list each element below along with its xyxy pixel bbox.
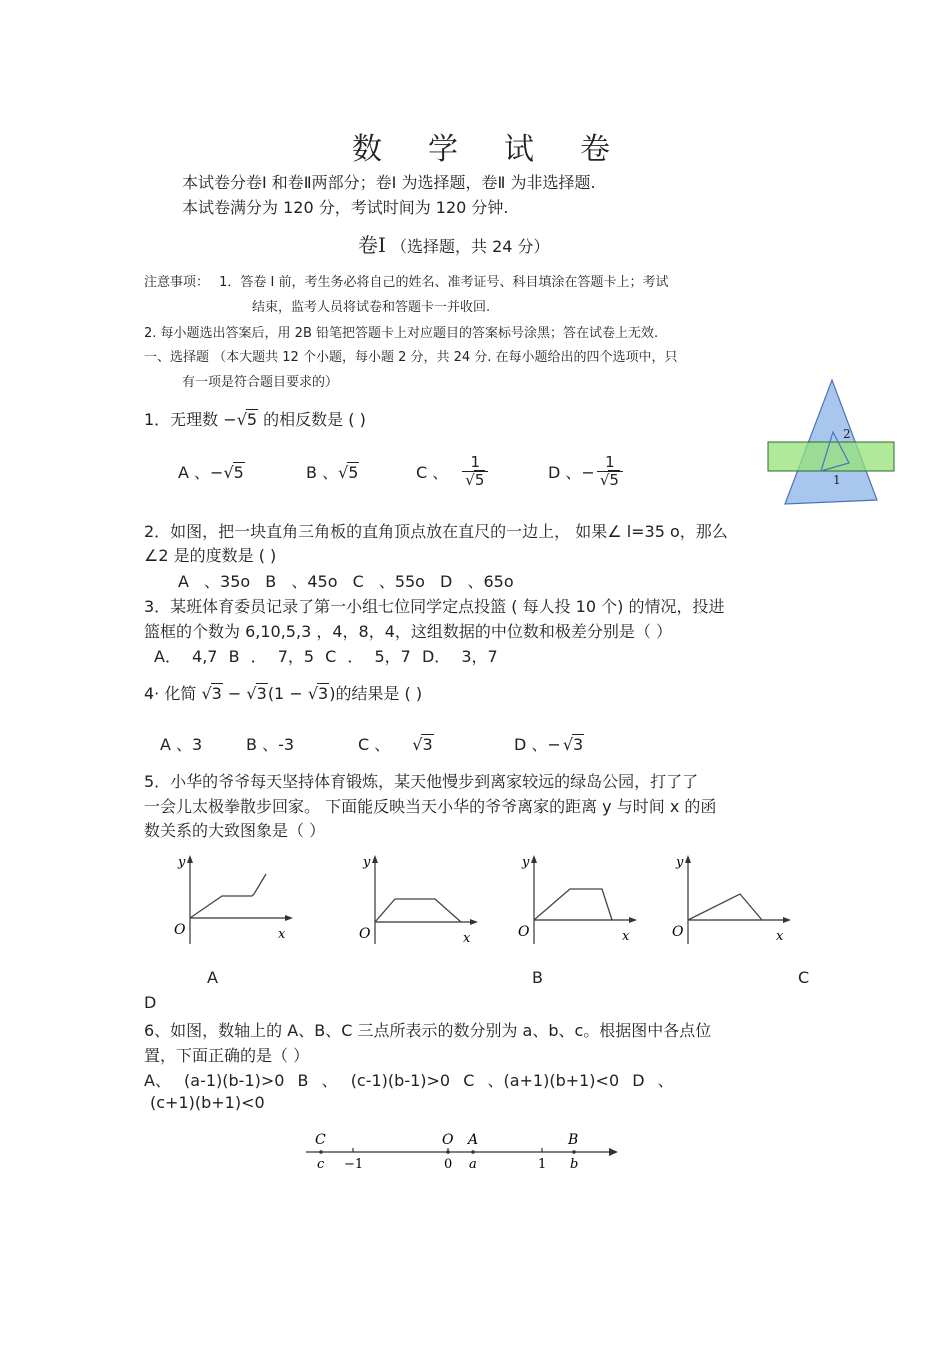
q3-line-1: 3．某班体育委员记录了第一小组七位同学定点投篮 ( 每人投 10 个) 的情况，投进 bbox=[144, 597, 725, 616]
q1-option-c[interactable] bbox=[416, 454, 548, 488]
y-axis-label: y bbox=[178, 855, 186, 870]
label-b-value: b bbox=[570, 1157, 579, 1172]
radicand: 3 bbox=[256, 684, 267, 703]
label-B: B bbox=[568, 1132, 579, 1148]
section-heading bbox=[358, 229, 550, 258]
sqrt-sign: √ bbox=[236, 410, 247, 429]
option-label: B 、 bbox=[306, 462, 339, 482]
notice-item-2: 2. 每小题选出答案后，用 2B 铅笔把答题卡上对应题目的答案标号涂黑；答在试卷上无效. bbox=[144, 326, 659, 341]
radicand: 5 bbox=[233, 462, 244, 482]
label-A: A bbox=[468, 1132, 479, 1148]
q3-line-2: 篮框的个数为 6,10,5,3 ，4，8，4，这组数据的中位数和极差分别是（ ） bbox=[144, 622, 672, 641]
fraction bbox=[597, 454, 623, 488]
x-axis-label: x bbox=[463, 931, 471, 946]
angle-label-2: 2 bbox=[843, 427, 851, 441]
radicand: 5 bbox=[474, 470, 485, 489]
radicand: 3 bbox=[318, 684, 329, 703]
q4-option-d[interactable]: D 、− √3 bbox=[514, 735, 584, 754]
q2-line-2: ∠2 是的度数是 ( ) bbox=[144, 546, 277, 565]
title-char: 学 bbox=[428, 132, 460, 167]
option-label: A 、− bbox=[178, 462, 224, 482]
minus-sign: − bbox=[222, 684, 247, 703]
q6-line-2: 置，下面正确的是（ ） bbox=[144, 1046, 310, 1065]
x-axis-label: x bbox=[776, 929, 784, 944]
q4-option-a[interactable]: A 、3 bbox=[160, 735, 203, 754]
q5-line-1: 5．小华的爷爷每天坚持体育锻炼，某天他慢步到离家较远的绿岛公园，打了了 bbox=[144, 772, 699, 791]
label-minus-one: −1 bbox=[344, 1157, 364, 1172]
intro-line-2: 本试卷满分为 120 分，考试时间为 120 分钟. bbox=[182, 198, 509, 217]
q5-graph-d[interactable] bbox=[666, 852, 796, 952]
origin-label: O bbox=[518, 924, 530, 940]
q5-graph-c[interactable] bbox=[512, 852, 642, 952]
paren-close: ) bbox=[329, 684, 336, 703]
q4-option-c[interactable]: C 、 √3 bbox=[358, 735, 433, 754]
q6-line-1: 6、如图，数轴上的 A、B、C 三点所表示的数分别为 a、b、c。根据图中各点位 bbox=[144, 1021, 712, 1040]
title-char: 数 bbox=[352, 132, 384, 167]
paren-open: (1 − bbox=[267, 684, 308, 703]
q1-options bbox=[178, 454, 623, 488]
y-axis-label: y bbox=[363, 855, 371, 870]
fraction bbox=[462, 454, 488, 488]
q4-stem-text: 4· 化简 bbox=[144, 684, 202, 703]
option-label: C 、 bbox=[416, 462, 449, 482]
radicand: 3 bbox=[573, 735, 584, 754]
option-label: D 、− bbox=[548, 462, 595, 482]
section-title: 卷Ⅰ bbox=[358, 233, 386, 257]
origin-label: O bbox=[359, 926, 371, 942]
angle-label-1: 1 bbox=[833, 473, 841, 487]
label-c-value: c bbox=[317, 1157, 325, 1172]
fraction-denominator: √5 bbox=[597, 471, 623, 489]
q1-stem bbox=[144, 407, 366, 430]
q3-options[interactable]: A． 4,7 B ． 7，5 C ． 5，7 D． 3，7 bbox=[154, 647, 498, 666]
option-label: D 、− bbox=[514, 735, 561, 754]
label-zero: 0 bbox=[444, 1157, 453, 1172]
part1-line-2: 有一项是符合题目要求的） bbox=[182, 375, 339, 390]
point-c bbox=[319, 1150, 323, 1154]
radicand: 3 bbox=[422, 735, 433, 754]
label-C: C bbox=[315, 1132, 326, 1148]
sqrt-sign: √ bbox=[223, 462, 234, 482]
origin-label: O bbox=[174, 922, 186, 938]
graph-line-a bbox=[190, 874, 266, 918]
label-one: 1 bbox=[538, 1157, 547, 1172]
title-char: 试 bbox=[504, 132, 536, 167]
q2-line-1: 2．如图，把一块直角三角板的直角顶点放在直尺的一边上， 如果∠ l=35 o，那么 bbox=[144, 522, 728, 541]
q4-stem-tail: 的结果是 ( ) bbox=[335, 684, 423, 703]
radicand: 5 bbox=[609, 470, 619, 489]
point-a bbox=[471, 1150, 475, 1154]
point-o bbox=[446, 1150, 450, 1154]
q5-graph-b[interactable] bbox=[353, 852, 483, 952]
notice-label: 注意事项： bbox=[144, 275, 210, 290]
q1-radicand: 5 bbox=[246, 410, 258, 429]
graph-line-c bbox=[534, 889, 612, 920]
point-b bbox=[572, 1150, 576, 1154]
section-subtitle: （选择题，共 24 分） bbox=[391, 237, 550, 256]
label-O: O bbox=[442, 1132, 454, 1148]
q1-stem-text: 1．无理数 − bbox=[144, 410, 237, 429]
intro-line-1: 本试卷分卷Ⅰ 和卷Ⅱ两部分；卷Ⅰ 为选择题，卷Ⅱ 为非选择题. bbox=[182, 173, 596, 192]
ruler-triangle-figure bbox=[765, 378, 897, 508]
sqrt-sign: √ bbox=[338, 462, 349, 482]
q5-graph-a[interactable] bbox=[168, 852, 298, 952]
q5-label-c: C bbox=[798, 968, 810, 987]
label-a-value: a bbox=[469, 1157, 477, 1172]
option-label: C 、 bbox=[358, 735, 391, 754]
part1-line-1: 一、选择题 （本大题共 12 个小题，每小题 2 分，共 24 分. 在每小题给出的四个选项中，只 bbox=[144, 350, 678, 365]
graph-line-b bbox=[375, 899, 461, 922]
radicand: 5 bbox=[348, 462, 359, 482]
notice-item-1a: 1．答卷 Ⅰ 前，考生务必将自己的姓名、准考证号、科目填涂在答题卡上；考试 bbox=[219, 275, 669, 290]
q6-line-4[interactable]: (c+1)(b+1)<0 bbox=[150, 1093, 265, 1112]
fraction-numerator: 1 bbox=[470, 453, 481, 471]
fraction-denominator: √5 bbox=[462, 471, 488, 489]
number-line-figure bbox=[300, 1128, 625, 1178]
title-char: 卷 bbox=[580, 132, 612, 167]
radicand: 3 bbox=[211, 684, 222, 703]
q1-option-b[interactable] bbox=[306, 460, 416, 483]
x-axis-label: x bbox=[278, 927, 286, 942]
q1-option-d[interactable] bbox=[548, 454, 623, 488]
q5-line-3: 数关系的大致图象是（ ） bbox=[144, 821, 326, 840]
x-axis-label: x bbox=[622, 929, 630, 944]
ruler-strip bbox=[768, 442, 894, 471]
q1-option-a[interactable] bbox=[178, 460, 306, 483]
q2-options[interactable]: A 、35o B 、45o C 、55o D 、65o bbox=[178, 572, 514, 591]
q1-stem-tail: 的相反数是 ( ) bbox=[263, 410, 366, 429]
q6-line-3[interactable]: A、 (a-1)(b-1)>0 B 、 (c-1)(b-1)>0 C 、(a+1)(b+1)<0 D 、 bbox=[144, 1071, 674, 1090]
arrow-icon bbox=[609, 1148, 618, 1156]
q4-stem: 4· 化简 √3 − √3(1 − √3)的结果是 ( ) bbox=[144, 684, 423, 703]
q5-line-2: 一会儿太极拳散步回家。 下面能反映当天小华的爷爷离家的距离 y 与时间 x 的函 bbox=[144, 797, 717, 816]
notice-line-1 bbox=[144, 271, 669, 290]
notice-item-1b: 结束，监考人员将试卷和答题卡一并收回. bbox=[252, 300, 491, 315]
origin-label: O bbox=[672, 924, 684, 940]
page-title bbox=[330, 124, 634, 168]
graph-line-d bbox=[688, 894, 762, 920]
q4-options bbox=[160, 732, 584, 755]
y-axis-label: y bbox=[676, 855, 684, 870]
q5-label-a: A bbox=[207, 968, 218, 987]
fraction-numerator: 1 bbox=[605, 453, 615, 471]
q5-label-d: D bbox=[144, 993, 157, 1012]
q4-option-b[interactable]: B 、-3 bbox=[246, 735, 295, 754]
y-axis-label: y bbox=[522, 855, 530, 870]
q5-label-b: B bbox=[532, 968, 543, 987]
